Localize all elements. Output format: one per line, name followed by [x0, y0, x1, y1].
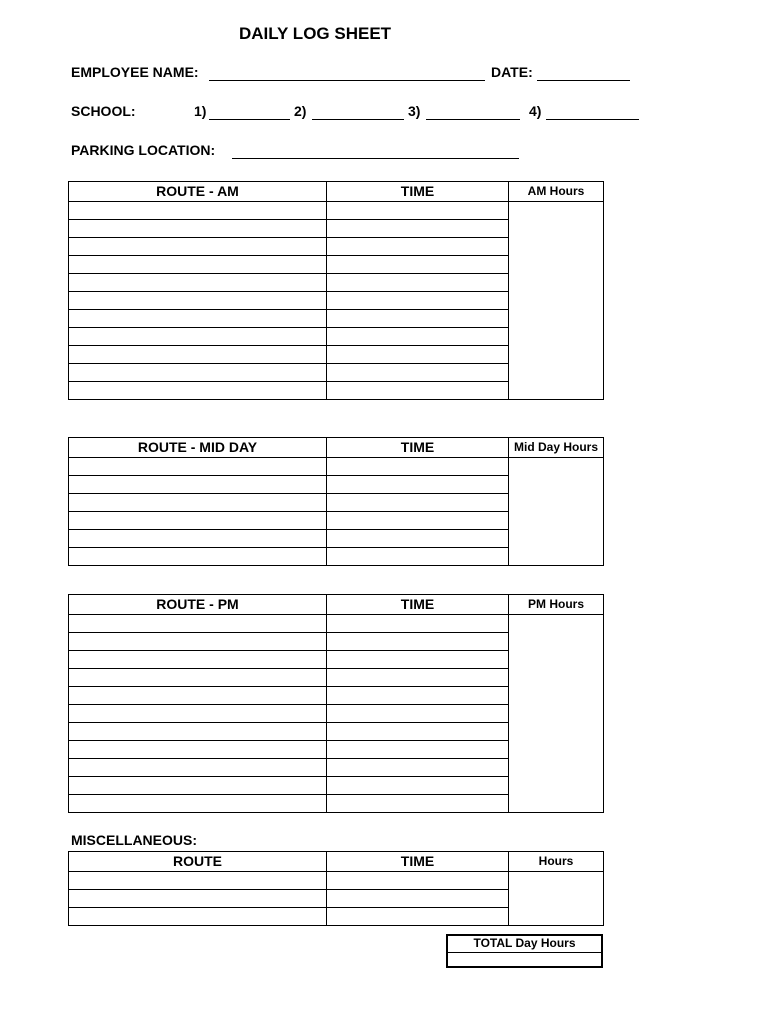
am-time-cell[interactable] [327, 364, 509, 382]
time-mid-day-header: TIME [327, 438, 509, 458]
am-hours-header: AM Hours [509, 182, 604, 202]
am-route-cell[interactable] [69, 256, 327, 274]
am-route-cell[interactable] [69, 382, 327, 400]
am-time-cell[interactable] [327, 382, 509, 400]
pm-hours-header: PM Hours [509, 595, 604, 615]
am-route-cell[interactable] [69, 310, 327, 328]
date-field[interactable] [537, 80, 630, 81]
am-route-cell[interactable] [69, 220, 327, 238]
time-am-header: TIME [327, 182, 509, 202]
am-route-cell[interactable] [69, 292, 327, 310]
school-1-field[interactable] [209, 119, 290, 120]
pm-time-cell[interactable] [327, 759, 509, 777]
am-route-cell[interactable] [69, 202, 327, 220]
route-mid-day-header: ROUTE - MID DAY [69, 438, 327, 458]
mid-day-hours-header: Mid Day Hours [509, 438, 604, 458]
pm-time-cell[interactable] [327, 777, 509, 795]
school-slot-1-label: 1) [194, 103, 207, 119]
mid-route-cell[interactable] [69, 476, 327, 494]
pm-route-cell[interactable] [69, 669, 327, 687]
pm-time-cell[interactable] [327, 615, 509, 633]
misc-time-cell[interactable] [327, 872, 509, 890]
route-am-header: ROUTE - AM [69, 182, 327, 202]
mid-time-cell[interactable] [327, 512, 509, 530]
route-pm-header: ROUTE - PM [69, 595, 327, 615]
am-route-cell[interactable] [69, 328, 327, 346]
mid-time-cell[interactable] [327, 548, 509, 566]
pm-time-cell[interactable] [327, 633, 509, 651]
route-misc-header: ROUTE [69, 852, 327, 872]
pm-time-cell[interactable] [327, 723, 509, 741]
employee-name-label: EMPLOYEE NAME: [71, 64, 199, 80]
pm-route-cell[interactable] [69, 777, 327, 795]
school-3-field[interactable] [426, 119, 520, 120]
pm-time-cell[interactable] [327, 705, 509, 723]
am-time-cell[interactable] [327, 292, 509, 310]
school-slot-4-label: 4) [529, 103, 542, 119]
mid-route-cell[interactable] [69, 548, 327, 566]
school-slot-3-label: 3) [408, 103, 421, 119]
misc-hours-header: Hours [509, 852, 604, 872]
pm-time-cell[interactable] [327, 741, 509, 759]
date-label: DATE: [491, 64, 533, 80]
pm-route-cell[interactable] [69, 651, 327, 669]
am-hours-cell[interactable] [509, 202, 604, 400]
parking-location-field[interactable] [232, 158, 519, 159]
mid-route-cell[interactable] [69, 458, 327, 476]
pm-hours-cell[interactable] [509, 615, 604, 813]
total-day-hours-label: TOTAL Day Hours [448, 936, 601, 953]
pm-time-cell[interactable] [327, 669, 509, 687]
total-day-hours-box[interactable] [446, 934, 603, 968]
pm-route-cell[interactable] [69, 741, 327, 759]
parking-location-label: PARKING LOCATION: [71, 142, 216, 158]
miscellaneous-label: MISCELLANEOUS: [71, 832, 197, 848]
am-time-cell[interactable] [327, 310, 509, 328]
am-time-cell[interactable] [327, 274, 509, 292]
pm-route-cell[interactable] [69, 795, 327, 813]
school-label: SCHOOL: [71, 103, 136, 119]
school-2-field[interactable] [312, 119, 404, 120]
am-route-cell[interactable] [69, 238, 327, 256]
mid-time-cell[interactable] [327, 530, 509, 548]
employee-name-field[interactable] [209, 80, 485, 81]
mid-route-cell[interactable] [69, 512, 327, 530]
time-misc-header: TIME [327, 852, 509, 872]
am-time-cell[interactable] [327, 328, 509, 346]
pm-route-cell[interactable] [69, 723, 327, 741]
am-route-cell[interactable] [69, 274, 327, 292]
am-route-cell[interactable] [69, 346, 327, 364]
route-am-table [68, 181, 604, 400]
misc-route-cell[interactable] [69, 872, 327, 890]
am-time-cell[interactable] [327, 238, 509, 256]
mid-time-cell[interactable] [327, 494, 509, 512]
am-time-cell[interactable] [327, 346, 509, 364]
pm-route-cell[interactable] [69, 633, 327, 651]
mid-time-cell[interactable] [327, 476, 509, 494]
am-time-cell[interactable] [327, 256, 509, 274]
misc-table [68, 851, 604, 926]
pm-time-cell[interactable] [327, 687, 509, 705]
pm-time-cell[interactable] [327, 795, 509, 813]
am-time-cell[interactable] [327, 202, 509, 220]
mid-time-cell[interactable] [327, 458, 509, 476]
misc-time-cell[interactable] [327, 890, 509, 908]
misc-time-cell[interactable] [327, 908, 509, 926]
mid-route-cell[interactable] [69, 494, 327, 512]
page-title: DAILY LOG SHEET [238, 24, 392, 43]
mid-day-hours-cell[interactable] [509, 458, 604, 566]
misc-route-cell[interactable] [69, 908, 327, 926]
mid-route-cell[interactable] [69, 530, 327, 548]
misc-hours-cell[interactable] [509, 872, 604, 926]
pm-route-cell[interactable] [69, 705, 327, 723]
am-route-cell[interactable] [69, 364, 327, 382]
misc-route-cell[interactable] [69, 890, 327, 908]
school-slot-2-label: 2) [294, 103, 307, 119]
am-time-cell[interactable] [327, 220, 509, 238]
route-pm-table [68, 594, 604, 813]
pm-route-cell[interactable] [69, 615, 327, 633]
pm-route-cell[interactable] [69, 759, 327, 777]
route-mid-day-table [68, 437, 604, 566]
pm-route-cell[interactable] [69, 687, 327, 705]
school-4-field[interactable] [546, 119, 639, 120]
time-pm-header: TIME [327, 595, 509, 615]
pm-time-cell[interactable] [327, 651, 509, 669]
